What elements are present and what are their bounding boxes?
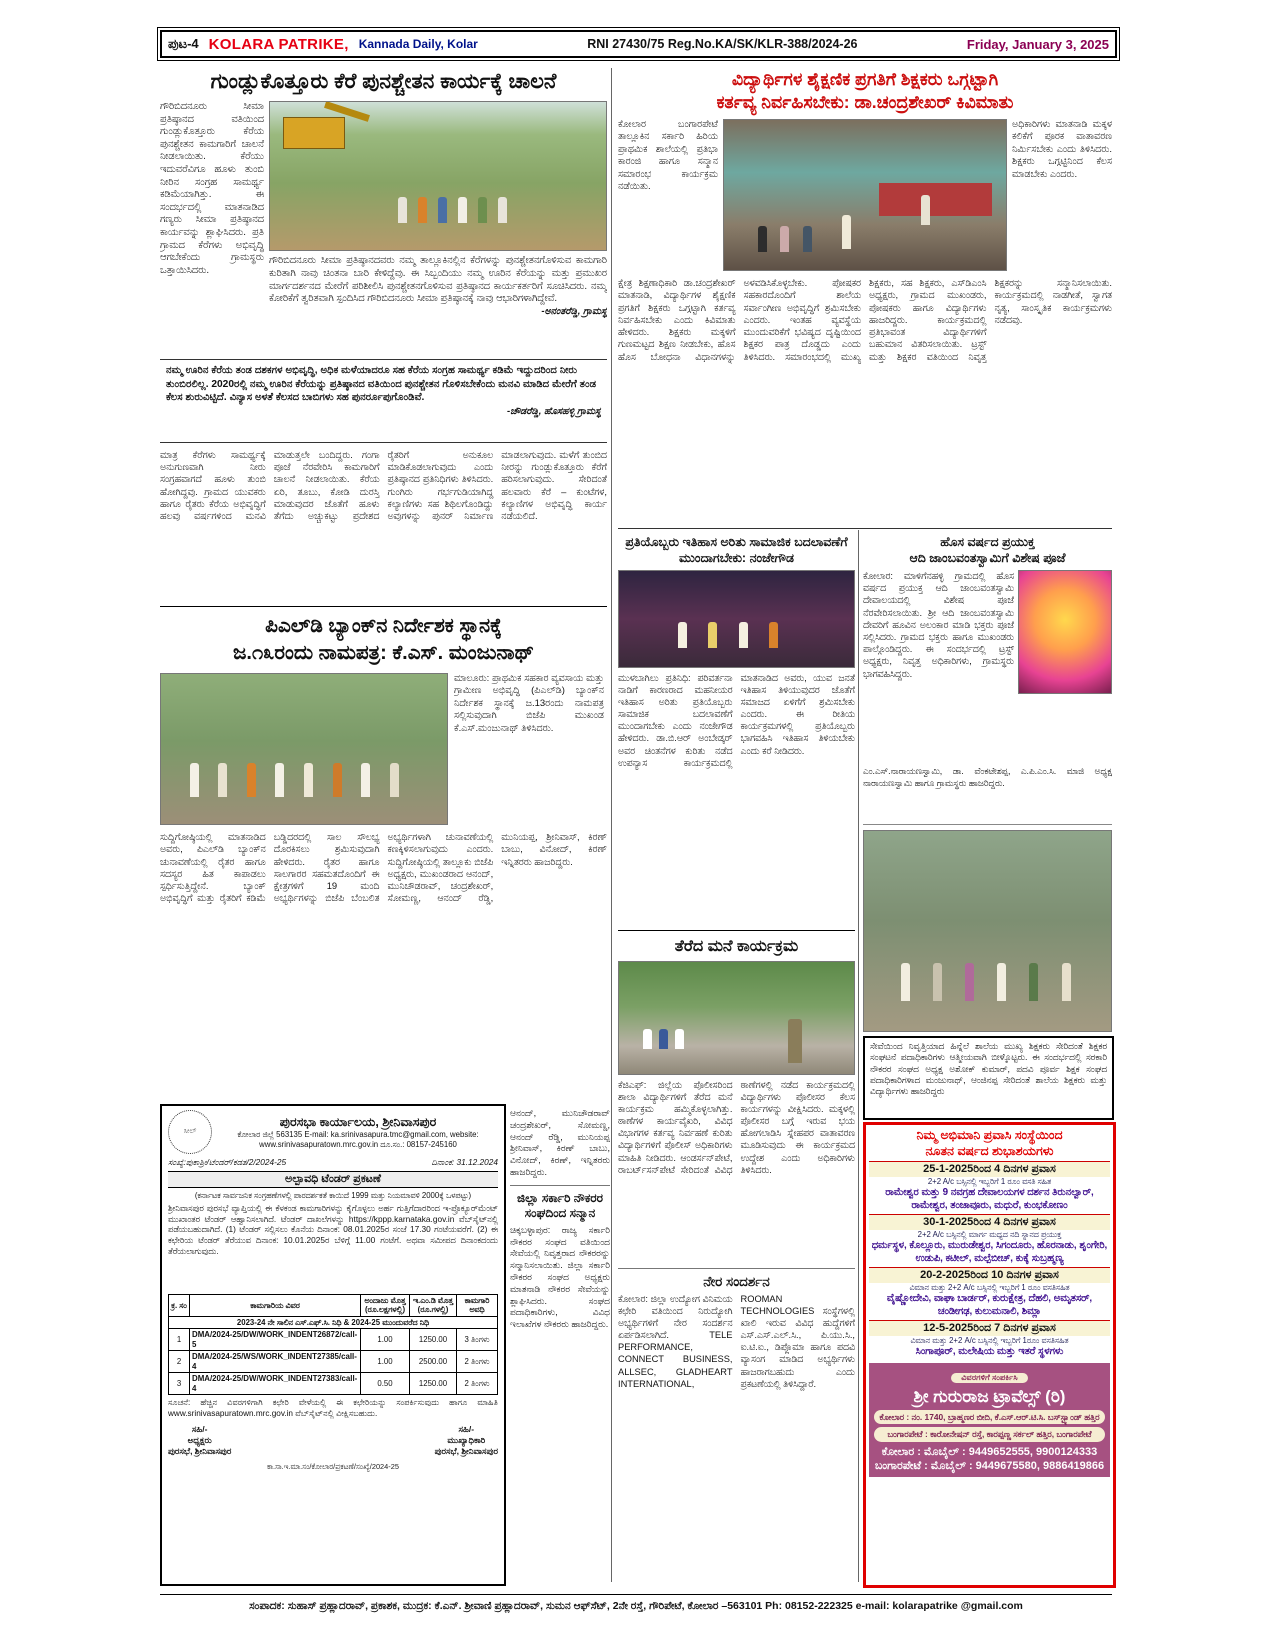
cell-estimate: 0.50 (361, 1373, 410, 1395)
paper-title: KOLARA PATRIKE, (208, 35, 349, 53)
person-figure (361, 763, 370, 797)
education-meeting-photo (723, 119, 1007, 271)
person-figure (997, 963, 1006, 1001)
pooja-body (863, 570, 1112, 766)
tender-table (168, 1294, 498, 1396)
pooja-caption: ಎಂ.ಎಸ್.ನಾರಾಯಣಸ್ವಾಮಿ, ಡಾ. ವೆಂಕಟೇಶಪ್ಪ, ಎ.ಪಿ.ಎಂ.ಸಿ. ಮಾಜಿ ಅಧ್ಯಕ್ಷ ನಾರಾಯಣಸ್ವಾಮಿ ಹಾಗೂ ಗ್ರಾಮಸ್ಥರು ಹಾಜರಿದ್ದರು. (863, 766, 1112, 788)
sign-role: ಅಧ್ಯಕ್ಷರು (187, 1435, 212, 1446)
person-figure (780, 226, 789, 252)
person-figure (1062, 963, 1071, 1001)
person-figure (675, 1029, 684, 1049)
lake-caption-byline: -ಅನಂತರೆಡ್ಡಿ, ಗ್ರಾಮಸ್ಥ (541, 306, 607, 318)
col-duration: ಕಾಮಗಾರಿ ಅವಧಿ (457, 1294, 498, 1316)
person-figure (275, 763, 284, 797)
cell-work-code: DMA/2024-25/WS/WORK_INDENT27385/call-4 (190, 1351, 361, 1373)
municipal-seal-logo: ಸೀಲ್ (168, 1110, 212, 1154)
tour-date: 30-1-2025ರಿಂದ 4 ದಿನಗಳ ಪ್ರವಾಸ (869, 1214, 1110, 1230)
education-headline-line2: ಕರ್ತವ್ಯ ನಿರ್ವಹಿಸಬೇಕು: ಡಾ.ಚಂದ್ರಶೇಖರ್ ಕಿವಿಮಾತು (716, 92, 1014, 112)
person-figure (758, 226, 767, 252)
education-left-column: ಕೋಲಾರ ಬಂಗಾರಪೇಟೆ ತಾಲ್ಲೂಕಿನ ಸರ್ಕಾರಿ ಹಿರಿಯ ಪ್ರಾಥಮಿಕ ಶಾಲೆಯಲ್ಲಿ ಪ್ರತಿಭಾ ಕಾರಂಜಿ ಹಾಗೂ ಸನ್ಮಾನ ಸಮಾರಂಭ ಕಾರ್ಯಕ್ರಮ ನಡೆಯಿತು. (618, 119, 718, 193)
tender-paragraph: ಶ್ರೀನಿವಾಸಪುರ ಪುರಸಭೆ ವ್ಯಾಪ್ತಿಯಲ್ಲಿ ಈ ಕೆಳಕಂಡ ಕಾಮಗಾರಿಗಳನ್ನು ಕೈಗೊಳ್ಳಲು ಅರ್ಹ ಗುತ್ತಿಗೆದಾರರಿಂದ ಇ-ಪ್ರೊಕ್ಯೂರ್‌ಮೆಂಟ್ ಮುಖಾಂತರ ಟೆಂಡರ್ ಆಹ್ವಾನಿಸಲಾಗಿದೆ. ಟೆಂಡರ್ ದಾಖಲೆಗಳನ್ನು https://kppp.karnataka.gov.in ವೆಬ್‌ಸೈಟ್‌ನಲ್ಲಿ ಪಡೆಯಬಹುದಾಗಿದೆ. (1) ಟೆಂಡರ್ ಸಲ್ಲಿಸಲು ಕೊನೆಯ ದಿನಾಂಕ: 08.01.2025ರ ಸಂಜೆ 17.30 ಗಂಟೆಯವರೆಗೆ. (2) ಈ ಕಛೇರಿಯ ಟೆಂಡರ್ ತೆರೆಯುವ ದಿನಾಂಕ: 10.01.2025ರ ಬೆಳಿಗ್ಗೆ 11.00 ಗಂಟೆಗೆ. ಅಥವಾ ಸಮೀಪದ ದಿನಾಂಕದಂದು ತೆರೆಯಲಾಗುವುದು. (168, 1202, 498, 1256)
lake-quote-box (160, 359, 607, 443)
col-work-detail: ಕಾಮಗಾರಿಯ ವಿವರ (190, 1294, 361, 1316)
person-figure (390, 763, 399, 797)
tour-entry (869, 1320, 1110, 1359)
cell-serial: 1 (169, 1329, 190, 1351)
cell-work-code: DMA/2024-25/DW/WORK_INDENT26872/call-5 (190, 1329, 361, 1351)
tender-table-header-row (169, 1294, 498, 1316)
person-figure (965, 963, 974, 1001)
police-figure (788, 1019, 802, 1063)
honor-headline: ಜಿಲ್ಲಾ ಸರ್ಕಾರಿ ನೌಕರರ ಸಂಘದಿಂದ ಸನ್ಮಾನ (510, 1185, 610, 1221)
cell-serial: 3 (169, 1373, 190, 1395)
article-honor-column (510, 1108, 610, 1582)
cell-estimate: 1.00 (361, 1351, 410, 1373)
tour-note: ವಿಮಾನ ಮತ್ತು 2+2 A/c ಬಸ್ಸಿನಲ್ಲಿ ಇಬ್ಬರಿಗೆ 1ರೂಂ ವಸತಿಸಹಿತ (910, 1336, 1069, 1345)
deity-photo (1018, 570, 1112, 694)
openhouse-photo (618, 961, 855, 1075)
imprint-footer: ಸಂಪಾದಕ: ಸುಹಾಸ್ ಪ್ರಹ್ಲಾದರಾವ್, ಪ್ರಕಾಶಕ, ಮುದ್ರಕ: ಕೆ.ಎನ್. ಶ್ರೀವಾಣಿ ಪ್ರಹ್ಲಾದರಾವ್, ಸುಮನ ಆಫ್‌ಸೆಟ್, 2ನೇ ರಸ್ತೆ, ಗೌರಿಪೇಟೆ, ಕೋಲಾರ –563101 Ph: 08152-222325 e-mail: kolarapatrike @gmail.com (160, 1594, 1112, 1613)
article-education (618, 68, 1112, 519)
tender-title-band: ಅಲ್ಪಾವಧಿ ಟೆಂಡರ್ ಪ್ರಕಟಣೆ (168, 1171, 498, 1188)
education-headline-line1: ವಿದ್ಯಾರ್ಥಿಗಳ ಶೈಕ್ಷಣಿಕ ಪ್ರಗತಿಗೆ ಶಿಕ್ಷಕರು ಒಗ್ಗಟ್ಟಾಗಿ (731, 69, 999, 89)
sign-label: ಸಹಿ/- (458, 1424, 475, 1435)
sign-org: ಪುರಸಭೆ, ಶ್ರೀನಿವಾಸಪುರ (168, 1446, 232, 1457)
paper-subtitle: Kannada Daily, Kolar (358, 37, 478, 51)
tender-note: ಸೂಚನೆ: ಹೆಚ್ಚಿನ ವಿವರಗಳಿಗಾಗಿ ಕಛೇರಿ ವೇಳೆಯಲ್ಲಿ ಈ ಕಛೇರಿಯನ್ನು ಸಂಪರ್ಕಿಸುವುದು ಹಾಗೂ ಮಾಹಿತಿ www.srinivasapuratown.mrc.gov.in ವೆಬ್‌ಸೈಟ್‌ನಲ್ಲಿ ವೀಕ್ಷಿಸಬಹುದು. (168, 1398, 498, 1418)
table-row (169, 1351, 498, 1373)
person-figure (769, 622, 778, 648)
person-figure (739, 622, 748, 648)
section-rule (618, 528, 1112, 529)
tour-date: 25-1-2025ರಿಂದ 4 ದಿನಗಳ ಪ್ರವಾಸ (869, 1161, 1110, 1177)
lake-quote-text: ನಮ್ಮ ಊರಿನ ಕೆರೆಯ ತಂಡ ದಶಕಗಳ ಅಭಿವೃದ್ಧಿ, ಅಧಿಕ ಮಳೆಯಾದರೂ ಸಹ ಕೆರೆಯ ಸಂಗ್ರಹ ಸಾಮರ್ಥ್ಯ ಕಡಿಮೆ ಇದ್ದುದರಿಂದ ನೀರು ತುಂಬಿರಲಿಲ್ಲ. 2020ರಲ್ಲಿ ನಮ್ಮ ಊರಿನ ಕೆರೆಯನ್ನು ಪ್ರತಿಷ್ಠಾನದ ವತಿಯಿಂದ ಪುನಶ್ಚೇತನ ಗೊಳಿಸಬೇಕೆಂದು ಮನವಿ ಮಾಡಿದ ಮೇರೆಗೆ ತಂಡ ಕೆಲಸ ಶುರುವಿಟ್ಟಿದೆ. ವಿನ್ಯಾಸ ಅಳತೆ ಕೆಲಸದ ಬಾಬಿಗಳು ಸಹ ಪುನರ್ರೂಪುಗೊಂಡಿವೆ. (166, 365, 597, 403)
person-figure (304, 763, 313, 797)
interview-body-columns: ಕೋಲಾರ: ಜಿಲ್ಲಾ ಉದ್ಯೋಗ ವಿನಿಮಯ ಕಛೇರಿ ವತಿಯಿಂದ ನಿರುದ್ಯೋಗಿ ಅಭ್ಯರ್ಥಿಗಳಿಗೆ ನೇರ ಸಂದರ್ಶನ ಏರ್ಪಡಿಸಲಾಗಿದೆ. TELE PERFORMANCE, CONNECT BUSINESS, ALLSEC, GLADHEART INTERNATIONAL, ROOMAN TECHNOLOGIES ಸಂಸ್ಥೆಗಳಲ್ಲಿ ಖಾಲಿ ಇರುವ ವಿವಿಧ ಹುದ್ದೆಗಳಿಗೆ ಎಸ್.ಎಸ್.ಎಲ್.ಸಿ., ಪಿ.ಯು.ಸಿ., ಐ.ಟಿ.ಐ., ಡಿಪ್ಲೊಮಾ ಹಾಗೂ ಪದವಿ ವ್ಯಾಸಂಗ ಮಾಡಿದ ಅಭ್ಯರ್ಥಿಗಳು ಹಾಜರಾಗಬಹುದು ಎಂದು ಪ್ರಕಟಣೆಯಲ್ಲಿ ತಿಳಿಸಿದ್ದಾರೆ. (618, 1294, 855, 1389)
person-figure (803, 226, 812, 252)
lake-caption-text: ಗೌರಿಬಿದನೂರು ಸೀಮಾ ಪ್ರತಿಷ್ಠಾನದವರು ನಮ್ಮ ತಾಲ್ಲೂಕಿನಲ್ಲಿನ ಕೆರೆಗಳನ್ನು ಪುನಶ್ಚೇತನಗೊಳಿಸುವ ಕಾಮಗಾರಿ ಕುರಿತಾಗಿ ನಾವು ಚಿಂತನಾ ಬಾರಿ ಕೇಳಿದ್ದೆವು. ಈ ಸಿಬ್ಬಂದಿಯು ನಮ್ಮ ಊರಿನ ಕೆರೆಯನ್ನು ಮತ್ತು ಪ್ರಮುಖರ ಮಾರ್ಗದರ್ಶನದ ಮೇರೆಗೆ ಪರಿಶೀಲಿಸಿ ಪುನಶ್ಚೇತನಗೊಳಿಸುವ ಪ್ರತಿಷ್ಠಾನದ ಕಾರ್ಯಕರ್ತರಿಗೆ ಸೂಚಿಸಿದರು. ನಮ್ಮ ಕೋರಿಕೆಗೆ ತ್ವರಿತವಾಗಿ ಸ್ಪಂದಿಸಿದ ಗೌರಿಬಿದನೂರು ಸೀಮಾ ಪ್ರತಿಷ್ಠಾನಕ್ಕೆ ನಾವು ಆಭಾರಿಗಳಾಗಿದ್ದೇವೆ. (269, 255, 607, 305)
article-new-year-pooja (863, 534, 1112, 810)
col-estimate: ಅಂದಾಜು ಮೊತ್ತ (ರೂ.ಲಕ್ಷಗಳಲ್ಲಿ) (361, 1294, 410, 1316)
tender-address-line2: www.srinivasapuratown.mrc.gov.in ದೂ.ಸಂ.: 08157-245160 (259, 1139, 457, 1149)
person-figure (901, 963, 910, 1001)
person-figure (643, 1029, 652, 1049)
ad-header-line1: ನಿಮ್ಮ ಅಭಿಮಾನಿ ಪ್ರವಾಸಿ ಸಂಸ್ಥೆಯಿಂದ (916, 1128, 1063, 1142)
cell-emd: 2500.00 (410, 1351, 457, 1373)
cell-duration: 2 ತಿಂಗಳು (457, 1373, 498, 1395)
column-divider (611, 68, 612, 1582)
section-rule (863, 824, 1112, 825)
cell-emd: 1250.00 (410, 1329, 457, 1351)
person-figure (708, 622, 717, 648)
tender-address-line1: ಕೋಲಾರ ಜಿಲ್ಲೆ 563135 E-mail: ka.srinivasapura.tmc@gmail.com, website: (237, 1129, 479, 1139)
page-number-label: ಪುಟ-4 (168, 36, 199, 51)
person-figure (921, 195, 930, 225)
education-right-column: ಅಧಿಕಾರಿಗಳು ಮಾತನಾಡಿ ಮಕ್ಕಳ ಕಲಿಕೆಗೆ ಪೂರಕ ವಾತಾವರಣ ನಿರ್ಮಿಸಬೇಕು ಎಂದು ತಿಳಿಸಿದರು. ಶಿಕ್ಷಕರು ಒಗ್ಗಟ್ಟಿನಿಂದ ಕೆಲಸ ಮಾಡಬೇಕು ಎಂದರು. (1012, 119, 1112, 180)
issue-date: Friday, January 3, 2025 (966, 36, 1109, 52)
sign-org: ಪುರಸಭೆ, ಶ್ರೀನಿವಾಸಪುರ (434, 1446, 498, 1457)
agency-address-bangarpet: ಬಂಗಾರಪೇಟೆ : ಕಾರೋನೇಷನ್ ರಸ್ತೆ, ಕಾರಪ್ಪಣ್ಣ ಸರ್ಕಲ್ ಹತ್ತಿರ, ಬಂಗಾರಪೇಟೆ (874, 1427, 1105, 1442)
tour-entry (869, 1267, 1110, 1318)
pld-headline-line1: ಪಿಎಲ್‌ಡಿ ಬ್ಯಾಂಕ್‌ನ ನಿರ್ದೇಶಕ ಸ್ಥಾನಕ್ಕೆ (265, 615, 502, 637)
person-figure (218, 763, 227, 797)
person-figure (247, 763, 256, 797)
farewell-group-photo (863, 830, 1112, 1032)
pooja-headline-line1: ಹೊಸ ವರ್ಷದ ಪ್ರಯುಕ್ತ (940, 535, 1035, 549)
article-pld-bank (160, 606, 607, 1075)
honor-tail-text: ಆನಂದ್, ಮುನಿಚೌಡರಾವ್ ಚಂದ್ರಶೇಖರ್, ಸೋಮಣ್ಣ, ಆನಂದ್ ರೆಡ್ಡಿ, ಮುನಿಯಪ್ಪ ಶ್ರೀನಿವಾಸ್, ಕಿರಣ್ ಬಾಬು, ವಿನೋದ್, ಕಿರಣ್, ಇನ್ನಿತರರು ಹಾಜರಿದ್ದರು. (510, 1108, 610, 1177)
agency-phone-kolar: ಕೋಲಾರ : ಮೊಬೈಲ್ : 9449652555, 9900124333 (881, 1445, 1098, 1458)
honor-body: ಚಿಕ್ಕಬಳ್ಳಾಪುರ: ರಾಜ್ಯ ಸರ್ಕಾರಿ ನೌಕರರ ಸಂಘದ ವತಿಯಿಂದ ಸೇವೆಯಲ್ಲಿ ನಿವೃತ್ತರಾದ ನೌಕರರನ್ನು ಸನ್ಮಾನಿಸಲಾಯಿತು. ಜಿಲ್ಲಾ ಸರ್ಕಾರಿ ನೌಕರರ ಸಂಘದ ಅಧ್ಯಕ್ಷರು ಮಾತನಾಡಿ ನೌಕರರ ಸೇವೆಯನ್ನು ಶ್ಲಾಘಿಸಿದರು. ಸಂಘದ ಪದಾಧಿಕಾರಿಗಳು, ವಿವಿಧ ಇಲಾಖೆಗಳ ನೌಕರರು ಹಾಜರಿದ್ದರು. (510, 1224, 610, 1330)
tender-fund-group: 2023-24 ನೇ ಸಾಲಿನ ಎಸ್.ಎಫ್.ಸಿ. ನಿಧಿ & 2024-25 ಮುಂದುವರೆದ ನಿಧಿ (169, 1316, 498, 1329)
sign-role: ಮುಖ್ಯಾಧಿಕಾರಿ (447, 1435, 486, 1446)
history-headline: ಪ್ರತಿಯೊಬ್ಬರು ಇತಿಹಾಸ ಅರಿತು ಸಾಮಾಜಿಕ ಬದಲಾವಣೆಗೆ ಮುಂದಾಗಬೇಕು: ನಂಜೇಗೌಡ (625, 535, 848, 565)
ad-header-line2: ನೂತನ ವರ್ಷದ ಶುಭಾಶಯಗಳು (925, 1144, 1054, 1158)
person-figure (458, 197, 467, 223)
history-body-columns: ಮುಳಬಾಗಿಲು ಪ್ರತಿನಿಧಿ: ಪರಿವರ್ತನಾ ನಾಡಿಗೆ ಕಾರಣರಾದ ಮಹನೀಯರ ಇತಿಹಾಸ ಅರಿತು ಪ್ರತಿಯೊಬ್ಬರು ಸಾಮಾಜಿಕ ಬದಲಾವಣೆಗೆ ಮುಂದಾಗಬೇಕು ಎಂದು ನಂಜೇಗೌಡ ಹೇಳಿದರು. ಡಾ.ಬಿ.ಆರ್ ಅಂಬೇಡ್ಕರ್ ಅವರ ಚಿಂತನೆಗಳ ಕುರಿತು ನಡೆದ ಉಪನ್ಯಾಸ ಕಾರ್ಯಕ್ರಮದಲ್ಲಿ ಮಾತನಾಡಿದ ಅವರು, ಯುವ ಜನತೆ ಇತಿಹಾಸ ತಿಳಿಯುವುದರ ಜೊತೆಗೆ ಸಮಾಜದ ಏಳಿಗೆಗೆ ಶ್ರಮಿಸಬೇಕು ಎಂದರು. ಈ ರೀತಿಯ ಕಾರ್ಯಕ್ರಮಗಳಲ್ಲಿ ಪ್ರತಿಯೊಬ್ಬರು ಭಾಗವಹಿಸಿ ಇತಿಹಾಸ ತಿಳಿಯಬೇಕು ಎಂದು ಕರೆ ನೀಡಿದರು. (618, 673, 855, 768)
person-figure (478, 197, 487, 223)
history-stage-photo (618, 570, 855, 668)
article-history-lecture (618, 534, 855, 890)
openhouse-headline: ತೆರೆದ ಮನೆ ಕಾರ್ಯಕ್ರಮ (674, 938, 799, 955)
article-lake-rejuvenation (160, 68, 607, 599)
article-walkin-interview (618, 1268, 855, 1575)
tour-note: 2+2 A/c ಬಸ್ಸಿನಲ್ಲಿ ಮಾರ್ಗ ಮಧ್ಯದ ನದಿ ಸ್ನಾನದ ಪ್ರಯುಕ್ತ (917, 1230, 1062, 1239)
excavator-shape (283, 117, 345, 149)
person-figure (933, 963, 942, 1001)
person-figure (1029, 963, 1038, 1001)
pld-headline-line2: ಜ.೧೩ರಂದು ನಾಮಪತ್ರ: ಕೆ.ಎಸ್. ಮಂಜುನಾಥ್ (232, 642, 535, 664)
person-figure (398, 197, 407, 223)
lake-quote-byline: -ಚೌಡರೆಡ್ಡಿ, ಹೊಸಹಳ್ಳಿ ಗ್ರಾಮಸ್ಥ (507, 405, 601, 417)
person-figure (842, 215, 851, 249)
tour-note: ವಿಮಾನ ಮತ್ತು 2+2 A/c ಬಸ್ಸಿನಲ್ಲಿ ಇಬ್ಬರಿಗೆ 1 ರೂಂ ವಸತಿಸಹಿತ (909, 1283, 1070, 1292)
tender-notice-box (160, 1104, 506, 1586)
pld-side-column: ಮಾಲೂರು: ಪ್ರಾಥಮಿಕ ಸಹಕಾರ ವ್ಯವಸಾಯ ಮತ್ತು ಗ್ರಾಮೀಣ ಅಭಿವೃದ್ಧಿ (ಪಿಎಲ್‌ಡಿ) ಬ್ಯಾಂಕ್‌ನ ನಿರ್ದೇಶಕ ಸ್ಥಾನಕ್ಕೆ ಜ.13ರಂದು ನಾಮಪತ್ರ ಸಲ್ಲಿಸುವುದಾಗಿ ಬಿಜೆಪಿ ಮುಖಂಡ ಕೆ.ಎಸ್.ಮಂಜುನಾಥ್ ತಿಳಿಸಿದರು. (454, 673, 604, 734)
lake-headline: ಗುಂಡ್ಲುಕೊತ್ತೂರು ಕೆರೆ ಪುನಶ್ಚೇತನ ಕಾರ್ಯಕ್ಕೆ ಚಾಲನೆ (210, 70, 557, 93)
lake-photo (269, 101, 607, 251)
rni-registration: RNI 27430/75 Reg.No.KA/SK/KLR-388/2024-26 (587, 37, 858, 51)
article-open-house (618, 930, 855, 1265)
table-cloth-shape (879, 183, 992, 216)
lake-intro-column: ಗೌರಿಬಿದನೂರು ಸೀಮಾ ಪ್ರತಿಷ್ಠಾನದ ವತಿಯಿಂದ ಗುಂಡ್ಲುಕೊತ್ತೂರು ಕೆರೆಯ ಪುನಶ್ಚೇತನ ಕಾಮಗಾರಿಗೆ ಚಾಲನೆ ನೀಡಲಾಯಿತು. ಕೆರೆಯು ಇದುವರೆವಿಗೂ ಹೂಳು ತುಂಬಿ ನೀರಿನ ಸಂಗ್ರಹ ಸಾಮರ್ಥ್ಯ ಕಡಿಮೆಯಾಗಿತ್ತು. ಈ ಸಂದರ್ಭದಲ್ಲಿ ಮಾತನಾಡಿದ ಗಣ್ಯರು ಸೀಮಾ ಪ್ರತಿಷ್ಠಾನದ ಕಾರ್ಯವನ್ನು ಶ್ಲಾಘಿಸಿದರು. ಪ್ರತಿ ಗ್ರಾಮದ ಕೆರೆಗಳು ಅಭಿವೃದ್ಧಿ ಆಗಬೇಕೆಂದು ಗ್ರಾಮಸ್ಥರು ಒತ್ತಾಯಿಸಿದರು. (160, 101, 264, 276)
person-figure (333, 763, 342, 797)
tender-date: ದಿನಾಂಕ: 31.12.2024 (431, 1157, 498, 1167)
person-figure (498, 197, 507, 223)
tour-date: 20-2-2025ರಿಂದ 10 ದಿನಗಳ ಪ್ರವಾಸ (869, 1267, 1110, 1283)
pooja-body-text: ಕೋಲಾರ: ಮಾಳಿಗೆನಹಳ್ಳಿ ಗ್ರಾಮದಲ್ಲಿ ಹೊಸ ವರ್ಷದ ಪ್ರಯುಕ್ತ ಆದಿ ಜಾಂಬವಂತಸ್ವಾಮಿ ದೇವಾಲಯದಲ್ಲಿ ವಿಶೇಷ ಪೂಜೆ ನೆರವೇರಿಸಲಾಯಿತು. ಶ್ರೀ ಆದಿ ಜಾಂಬವಂತಸ್ವಾಮಿ ದೇವರಿಗೆ ಹೂವಿನ ಅಲಂಕಾರ ಮಾಡಿ ಭಕ್ತರು ಪೂಜೆ ಸಲ್ಲಿಸಿದರು. ಗ್ರಾಮದ ಭಕ್ತರು ಹಾಗೂ ಮುಖಂಡರು ಪಾಲ್ಗೊಂಡಿದ್ದರು. ಈ ಸಂದರ್ಭದಲ್ಲಿ ಟ್ರಸ್ಟ್ ಅಧ್ಯಕ್ಷರು, ನಿವೃತ್ತ ಅಧಿಕಾರಿಗಳು, ಗ್ರಾಮಸ್ಥರು ಭಾಗವಹಿಸಿದ್ದರು. (863, 571, 1014, 679)
tour-destinations: ಧರ್ಮಸ್ಥಳ, ಕೊಲ್ಲೂರು, ಮುರುಡೇಶ್ವರ, ಸಿಗಂದೂರು, ಹೊರನಾಡು, ಶೃಂಗೇರಿ, ಉಡುಪಿ, ಕಟೀಲ್, ಮಲ್ಪೆಬೀಚ್, ಕುಕ್ಕೆ ಸುಬ್ರಹ್ಮಣ್ಯ (871, 1240, 1108, 1264)
signature-chief-officer (435, 1424, 498, 1457)
table-row (169, 1329, 498, 1351)
cell-serial: 2 (169, 1351, 190, 1373)
sign-label: ಸಹಿ/- (191, 1424, 208, 1435)
person-figure (659, 1029, 668, 1049)
interview-headline: ನೇರ ಸಂದರ್ಶನ (703, 1274, 770, 1289)
tour-destinations: ರಾಮೇಶ್ವರ ಮತ್ತು 9 ನವಗ್ರಹ ದೇವಾಲಯಗಳ ದರ್ಶನ ತಿರುನಲ್ವಾರ್, ರಾಮೇಶ್ವರ, ತಂಜಾವೂರು, ಮಧುರೆ, ಕುಂಭಕೋಣಂ (885, 1187, 1094, 1211)
tour-entry (869, 1161, 1110, 1212)
page-content (160, 30, 1113, 1630)
table-row (169, 1373, 498, 1395)
person-figure (438, 197, 447, 223)
agency-phone-bangarpet: ಬಂಗಾರಪೇಟೆ : ಮೊಬೈಲ್ : 9449675580, 9886419866 (874, 1459, 1105, 1472)
cell-emd: 1250.00 (410, 1373, 457, 1395)
tender-footer-code: ಕಾ.ಸಾ.ಇ.ಮಾ.ಸಂ/ಕೋಲಾರ/ಪ್ರಕಟಣೆ/ಸಂಖ್ಯೆ/2024-25 (267, 1462, 399, 1472)
tender-ref-number: ಸಂಖ್ಯೆ:ಪುಕಾಶ್ರೀ/ಟೆಂಡರ್/ಕಡತ/2/2024-25 (168, 1157, 287, 1167)
pld-body-columns: ಸುದ್ದಿಗೋಷ್ಠಿಯಲ್ಲಿ ಮಾತನಾಡಿದ ಅವರು, ಪಿಎಲ್‌ಡಿ ಬ್ಯಾಂಕ್‌ನ ಚುನಾವಣೆಯಲ್ಲಿ ರೈತರ ಹಾಗೂ ಸದಸ್ಯರ ಹಿತ ಕಾಪಾಡಲು ಸ್ಪರ್ಧಿಸುತ್ತಿದ್ದೇನೆ. ಬ್ಯಾಂಕ್ ಅಭಿವೃದ್ಧಿಗೆ ಮತ್ತು ರೈತರಿಗೆ ಕಡಿಮೆ ಬಡ್ಡಿದರದಲ್ಲಿ ಸಾಲ ಸೌಲಭ್ಯ ದೊರಕಿಸಲು ಶ್ರಮಿಸುವುದಾಗಿ ಹೇಳಿದರು. ರೈತರ ಹಾಗೂ ಸಾಲಗಾರರ ಸಹಮತದೊಂದಿಗೆ ಈ ಕ್ಷೇತ್ರಗಳಿಗೆ 19 ಮಂದಿ ಅಭ್ಯರ್ಥಿಗಳನ್ನು ಬಿಜೆಪಿ ಬೆಂಬಲಿತ ಅಭ್ಯರ್ಥಿಗಳಾಗಿ ಚುನಾವಣೆಯಲ್ಲಿ ಕಣಕ್ಕಿಳಿಸಲಾಗುವುದು ಎಂದರು. ಸುದ್ದಿಗೋಷ್ಠಿಯಲ್ಲಿ ತಾಲ್ಲೂಕು ಬಿಜೆಪಿ ಅಧ್ಯಕ್ಷರು, ಮುಖಂಡರಾದ ಆನಂದ್, ಮುನಿಚೌಡರಾವ್, ಚಂದ್ರಶೇಖರ್, ಸೋಮಣ್ಣ, ಆನಂದ್ ರೆಡ್ಡಿ, ಮುನಿಯಪ್ಪ, ಶ್ರೀನಿವಾಸ್, ಕಿರಣ್ ಬಾಬು, ವಿನೋದ್, ಕಿರಣ್ ಇನ್ನಿತರರು ಹಾಜರಿದ್ದರು. (160, 831, 607, 904)
tender-group-row (169, 1316, 498, 1329)
pld-group-photo (160, 673, 448, 825)
pooja-headline-line2: ಆದಿ ಜಾಂಬವಂತಸ್ವಾಮಿಗೆ ವಿಶೇಷ ಪೂಜೆ (909, 551, 1066, 565)
tour-entry (869, 1214, 1110, 1265)
education-body-columns: ಕ್ಷೇತ್ರ ಶಿಕ್ಷಣಾಧಿಕಾರಿ ಡಾ.ಚಂದ್ರಶೇಖರ್ ಮಾತನಾಡಿ, ವಿದ್ಯಾರ್ಥಿಗಳ ಶೈಕ್ಷಣಿಕ ಪ್ರಗತಿಗೆ ಶಿಕ್ಷಕರು ಒಗ್ಗಟ್ಟಾಗಿ ಕರ್ತವ್ಯ ನಿರ್ವಹಿಸಬೇಕು ಎಂದು ಕಿವಿಮಾತು ಹೇಳಿದರು. ಶಿಕ್ಷಕರು ಮಕ್ಕಳಿಗೆ ಗುಣಮಟ್ಟದ ಶಿಕ್ಷಣ ನೀಡಬೇಕು, ಹೊಸ ಹೊಸ ಬೋಧನಾ ವಿಧಾನಗಳನ್ನು ಅಳವಡಿಸಿಕೊಳ್ಳಬೇಕು. ಪೋಷಕರ ಸಹಕಾರದೊಂದಿಗೆ ಶಾಲೆಯ ಸರ್ವಾಂಗೀಣ ಅಭಿವೃದ್ಧಿಗೆ ಶ್ರಮಿಸಬೇಕು ಎಂದರು. ಇಂತಹ ವ್ಯವಸ್ಥೆಯ ಮುಂದುವರಿಕೆಗೆ ಭವಿಷ್ಯದ ದೃಷ್ಟಿಯಿಂದ ಶಿಕ್ಷಕರ ಪಾತ್ರ ದೊಡ್ಡದು ಎಂದು ತಿಳಿಸಿದರು. ಸಮಾರಂಭದಲ್ಲಿ ಮುಖ್ಯ ಶಿಕ್ಷಕರು, ಸಹ ಶಿಕ್ಷಕರು, ಎಸ್‌ಡಿಎಂಸಿ ಅಧ್ಯಕ್ಷರು, ಗ್ರಾಮದ ಮುಖಂಡರು, ಪೋಷಕರು ಹಾಗೂ ವಿದ್ಯಾರ್ಥಿಗಳು ಹಾಜರಿದ್ದರು. ಕಾರ್ಯಕ್ರಮದಲ್ಲಿ ಪ್ರತಿಭಾವಂತ ವಿದ್ಯಾರ್ಥಿಗಳಿಗೆ ಬಹುಮಾನ ವಿತರಿಸಲಾಯಿತು. ಟ್ರಸ್ಟ್ ಮತ್ತು ಶಿಕ್ಷಕರ ವತಿಯಿಂದ ನಿವೃತ್ತ ಶಿಕ್ಷಕರನ್ನು ಸನ್ಮಾನಿಸಲಾಯಿತು. ಕಾರ್ಯಕ್ರಮದಲ್ಲಿ ನಾಡಗೀತೆ, ಸ್ವಾಗತ ನೃತ್ಯ, ಸಾಂಸ್ಕೃತಿಕ ಕಾರ್ಯಕ್ರಮಗಳು ನಡೆದವು. (618, 277, 1112, 362)
cell-work-code: DMA/2024-25/DW/WORK_INDENT27383/call-4 (190, 1373, 361, 1395)
agency-address-kolar: ಕೋಲಾರ : ನಂ. 1740, ಬ್ರಾಹ್ಮಣರ ಬೀದಿ, ಕೆ.ಎಸ್.ಆರ್.ಟಿ.ಸಿ. ಬಸ್‌ಸ್ಟ್ಯಾಂಡ್ ಹತ್ತಿರ (874, 1410, 1105, 1425)
col-serial: ಕ್ರ. ಸಂ (169, 1294, 190, 1316)
travel-ad-box (863, 1122, 1116, 1588)
farewell-caption-box: ಸೇವೆಯಿಂದ ನಿವೃತ್ತಿಯಾದ ಹಿನ್ನೆಲೆ ಶಾಲೆಯ ಮುಖ್ಯ ಶಿಕ್ಷಕರು ಸೇರಿದಂತೆ ಶಿಕ್ಷಕರ ಸಂಘಟನೆ ಪದಾಧಿಕಾರಿಗಳು ಆತ್ಮೀಯವಾಗಿ ಬೀಳ್ಕೊಟ್ಟರು. ಈ ಸಂದರ್ಭದಲ್ಲಿ ಸರಕಾರಿ ನೌಕರರ ಸಂಘದ ಅಧ್ಯಕ್ಷ ಅಶೋಕ್ ಕುಮಾರ್, ಪದವಿ ಪೂರ್ವ ಶಿಕ್ಷಕ ಸಂಘದ ಪದಾಧಿಕಾರಿಗಳಾದ ಮಂಜುನಾಥ್, ಆಂಜಿನಪ್ಪ ಸೇರಿದಂತೆ ಶಾಲೆಯ ಶಿಕ್ಷಕರು ಮತ್ತು ವಿದ್ಯಾರ್ಥಿಗಳು ಹಾಜರಿದ್ದರು (863, 1036, 1114, 1120)
agency-name: ಶ್ರೀ ಗುರುರಾಜ ಟ್ರಾವೆಲ್ಸ್ (ರಿ) (913, 1386, 1066, 1406)
person-figure (678, 622, 687, 648)
tour-date: 12-5-2025ರಿಂದ 7 ದಿನಗಳ ಪ್ರವಾಸ (869, 1320, 1110, 1336)
cell-duration: 2 ತಿಂಗಳು (457, 1351, 498, 1373)
lake-photo-caption (269, 255, 607, 341)
tour-destinations: ಸಿಂಗಾಪೂರ್, ಮಲೇಷಿಯ ಮತ್ತು ಇತರೆ ಸ್ಥಳಗಳು (915, 1346, 1064, 1357)
column-divider (858, 530, 859, 1582)
person-figure (418, 197, 427, 223)
person-figure (190, 763, 199, 797)
lake-body-columns: ಮಾತ್ರ ಕೆರೆಗಳು ಸಾಮರ್ಥ್ಯಕ್ಕೆ ಅನುಗುಣವಾಗಿ ನೀರು ಸಂಗ್ರಹವಾಗದೆ ಹೂಳು ತುಂಬಿ ಹೋಗಿದ್ದವು. ಗ್ರಾಮದ ಯುವಕರು ಹಾಗೂ ರೈತರು ಕೆರೆಯ ಅಭಿವೃದ್ಧಿಗೆ ಹಲವು ವರ್ಷಗಳಿಂದ ಮನವಿ ಮಾಡುತ್ತಲೇ ಬಂದಿದ್ದರು. ಗಂಗಾ ಪೂಜೆ ನೆರವೇರಿಸಿ ಕಾಮಗಾರಿಗೆ ಚಾಲನೆ ನೀಡಲಾಯಿತು. ಕೆರೆಯ ಏರಿ, ತೂಬು, ಕೋಡಿ ದುರಸ್ತಿ ಮಾಡುವುದರ ಜೊತೆಗೆ ಹೂಳು ತೆಗೆದು ಅಚ್ಚುಕಟ್ಟು ಪ್ರದೇಶದ ರೈತರಿಗೆ ಅನುಕೂಲ ಮಾಡಿಕೊಡಲಾಗುವುದು ಎಂದು ಪ್ರತಿಷ್ಠಾನದ ಪ್ರತಿನಿಧಿಗಳು ತಿಳಿಸಿದರು. ಗುಂಗಿರು ಗರ್ಭಗುಡಿಯಾಗಿದ್ದ ಕಲ್ಯಾಣಿಗಳು ಸಹ ಶಿಥಿಲಗೊಂಡಿದ್ದು ಅವುಗಳನ್ನು ಪುನರ್ ನಿರ್ಮಾಣ ಮಾಡಲಾಗುವುದು. ಮಳೆಗೆ ತುಂಬಿದ ನೀರನ್ನು ಗುಂಡ್ಲುಕೊತ್ತೂರು ಕೆರೆಗೆ ಹರಿಸಲಾಗುವುದು. ಸೇರಿದಂತೆ ಹಲವಾರು ಕೆರೆ – ಕುಂಟೆಗಳ, ಕಲ್ಯಾಣಿಗಳ ಅಭಿವೃದ್ಧಿ ಕಾರ್ಯ ನಡೆಯಲಿದೆ. (160, 449, 607, 522)
tender-act-subtitle: (ಕರ್ನಾಟಕ ಸಾರ್ವಜನಿಕ ಸಂಗ್ರಹಣೆಗಳಲ್ಲಿ ಪಾರದರ್ಶಕತೆ ಕಾಯಿದೆ 1999 ಮತ್ತು ನಿಯಮಾವಳಿ 2000ಕ್ಕೆ ಒಳಪಟ್ಟು) (194, 1191, 472, 1200)
tour-destinations: ವೈಷ್ಣೋದೇವಿ, ವಾಘಾ ಬಾರ್ಡರ್, ಕುರುಕ್ಷೇತ್ರ, ದೆಹಲಿ, ಅಮೃತಸರ್, ಚಂಡೀಗಢ, ಕುಲುಮನಾಲಿ, ಶಿಮ್ಲಾ (886, 1293, 1093, 1317)
col-emd: ಇ.ಎಂ.ಡಿ ಮೊತ್ತ (ರೂ.ಗಳಲ್ಲಿ) (410, 1294, 457, 1316)
openhouse-body-columns: ಕೆಜಿಎಫ್: ಜಿಲ್ಲೆಯ ಪೊಲೀಸರಿಂದ ಶಾಲಾ ವಿದ್ಯಾರ್ಥಿಗಳಿಗೆ ತೆರೆದ ಮನೆ ಕಾರ್ಯಕ್ರಮ ಹಮ್ಮಿಕೊಳ್ಳಲಾಗಿತ್ತು. ಠಾಣೆಗಳ ಕಾರ್ಯವೈಖರಿ, ವಿವಿಧ ವಿಭಾಗಗಳ ಕರ್ತವ್ಯ ನಿರ್ವಹಣೆ ಕುರಿತು ವಿದ್ಯಾರ್ಥಿಗಳಿಗೆ ಪೊಲೀಸ್ ಅಧಿಕಾರಿಗಳು ಮಾಹಿತಿ ನೀಡಿದರು. ಆಂಡರ್ಸನ್‌ಪೇಟೆ, ರಾಬರ್ಟ್‌ಸನ್‌ಪೇಟೆ ಸೇರಿದಂತೆ ವಿವಿಧ ಠಾಣೆಗಳಲ್ಲಿ ನಡೆದ ಕಾರ್ಯಕ್ರಮದಲ್ಲಿ ವಿದ್ಯಾರ್ಥಿಗಳು ಪೊಲೀಸರ ಕೆಲಸ ಕಾರ್ಯಗಳನ್ನು ವೀಕ್ಷಿಸಿದರು. ಮಕ್ಕಳಲ್ಲಿ ಪೊಲೀಸರ ಬಗ್ಗೆ ಇರುವ ಭಯ ಹೋಗಲಾಡಿಸಿ ಸ್ನೇಹಪರ ವಾತಾವರಣ ಮೂಡಿಸುವುದು ಈ ಕಾರ್ಯಕ್ರಮದ ಉದ್ದೇಶ ಎಂದು ಅಧಿಕಾರಿಗಳು ತಿಳಿಸಿದರು. (618, 1080, 855, 1175)
travel-agency-panel (869, 1363, 1110, 1477)
tender-org-title: ಪುರಸಭಾ ಕಾರ್ಯಾಲಯ, ಶ್ರೀನಿವಾಸಪುರ (279, 1114, 437, 1129)
masthead (160, 30, 1117, 58)
cell-duration: 3 ತಿಂಗಳು (457, 1329, 498, 1351)
signature-president (168, 1424, 231, 1457)
cell-estimate: 1.00 (361, 1329, 410, 1351)
tour-note: 2+2 A/c ಬಸ್ಸಿನಲ್ಲಿ ಇಬ್ಬರಿಗೆ 1 ರೂಂ ವಸತಿ ಸಹಿತ (927, 1177, 1052, 1186)
agency-contact-label: ವಿವರಗಳಿಗೆ ಸಂಪರ್ಕಿಸಿ (951, 1373, 1027, 1383)
